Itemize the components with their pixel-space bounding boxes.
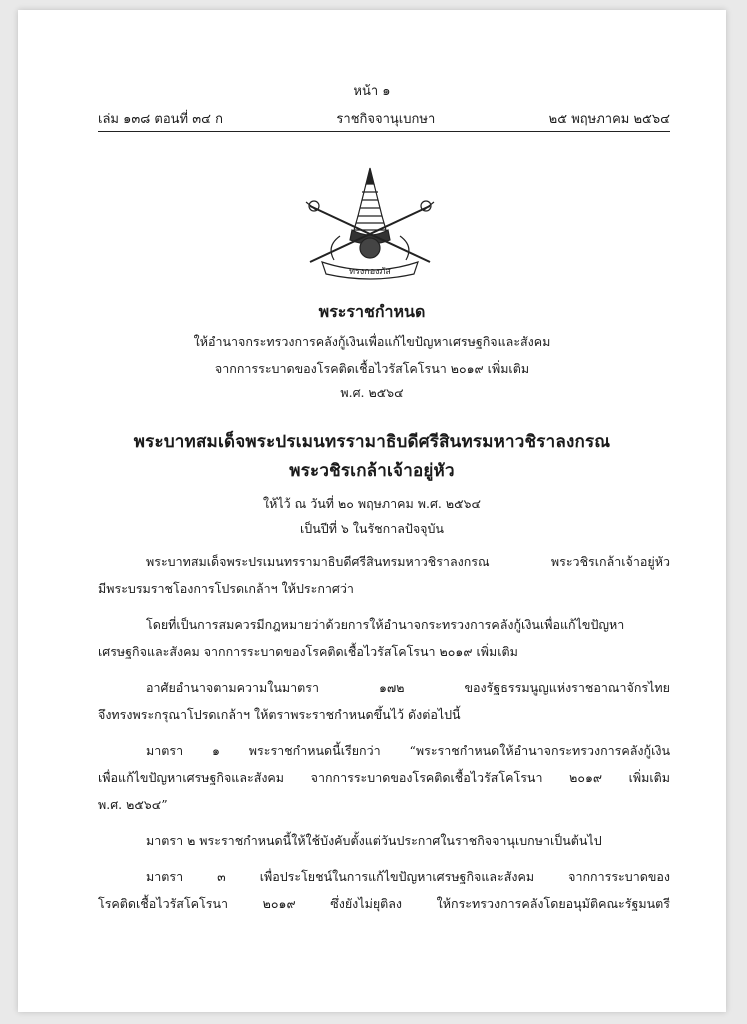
gazette-date: ๒๕ พฤษภาคม ๒๕๖๔ [548,112,670,127]
reason-line-1: โดยที่เป็นการสมควรมีกฎหมายว่าด้วยการให้อำนาจกระทรวงการคลังกู้เงินเพื่อแก้ไขปัญหา [146,617,625,632]
decree-year: พ.ศ. ๒๕๖๔ [340,385,404,400]
preamble-line-1: พระบาทสมเด็จพระปรเมนทรรามาธิบดีศรีสินทรมหาวชิราลงกรณ พระวชิรเกล้าเจ้าอยู่หัว [146,554,670,569]
section-3-line-1: มาตรา ๓ เพื่อประโยชน์ในการแก้ไขปัญหาเศรษฐกิจและสังคม จากการระบาดของ [146,869,670,884]
king-title-line-2: พระวชิรเกล้าเจ้าอยู่หัว [289,461,455,481]
given-date-line: ให้ไว้ ณ วันที่ ๒๐ พฤษภาคม พ.ศ. ๒๕๖๔ [263,496,481,511]
section-2-line-1: มาตรา ๒ พระราชกำหนดนี้ให้ใช้บังคับตั้งแต่วันประกาศในราชกิจจานุเบกษาเป็นต้นไป [146,833,602,848]
reason-line-2: เศรษฐกิจและสังคม จากการระบาดของโรคติดเชื้อไวรัสโคโรนา ๒๐๑๙ เพิ่มเติม [98,644,518,659]
volume-label: เล่ม ๑๓๘ ตอนที่ ๓๔ ก [98,112,223,127]
section-1-line-1: มาตรา ๑ พระราชกำหนดนี้เรียกว่า “พระราชกำหนดให้อำนาจกระทรวงการคลังกู้เงิน [146,743,670,758]
section-3-line-2: โรคติดเชื้อไวรัสโคโรนา ๒๐๑๙ ซึ่งยังไม่ยุติลง ให้กระทรวงการคลังโดยอนุมัติคณะรัฐมนตรี [98,896,670,911]
gazette-name: ราชกิจจานุเบกษา [336,112,436,127]
page-number: หน้า ๑ [353,84,391,99]
authority-line-1: อาศัยอำนาจตามความในมาตรา ๑๗๒ ของรัฐธรรมนูญแห่งราชอาณาจักรไทย [146,680,670,695]
reign-year-line: เป็นปีที่ ๖ ในรัชกาลปัจจุบัน [300,521,444,536]
section-1-line-2: เพื่อแก้ไขปัญหาเศรษฐกิจและสังคม จากการระบาดของโรคติดเชื้อไวรัสโคโรนา ๒๐๑๙ เพิ่มเติม [98,770,670,785]
decree-title: พระราชกำหนด [318,302,426,321]
decree-subtitle-line-2: จากการระบาดของโรคติดเชื้อไวรัสโคโรนา ๒๐๑๙ เพิ่มเติม [214,361,530,376]
king-title-line-1: พระบาทสมเด็จพระปรเมนทรรามาธิบดีศรีสินทรมหาวชิราลงกรณ [133,432,611,452]
royal-crown-emblem-icon [300,166,440,284]
section-1-line-3: พ.ศ. ๒๕๖๔” [98,797,168,812]
gazette-header [98,108,670,129]
preamble-line-2: มีพระบรมราชโองการโปรดเกล้าฯ ให้ประกาศว่า [98,581,354,596]
authority-line-2: จึงทรงพระกรุณาโปรดเกล้าฯ ให้ตราพระราชกำหนดขึ้นไว้ ดังต่อไปนี้ [98,707,461,722]
emblem-ribbon-text: ทรงกองภัส [349,267,391,277]
document-page [18,10,726,1012]
header-divider [98,131,670,132]
decree-subtitle-line-1: ให้อำนาจกระทรวงการคลังกู้เงินเพื่อแก้ไขปัญหาเศรษฐกิจและสังคม [193,334,551,349]
